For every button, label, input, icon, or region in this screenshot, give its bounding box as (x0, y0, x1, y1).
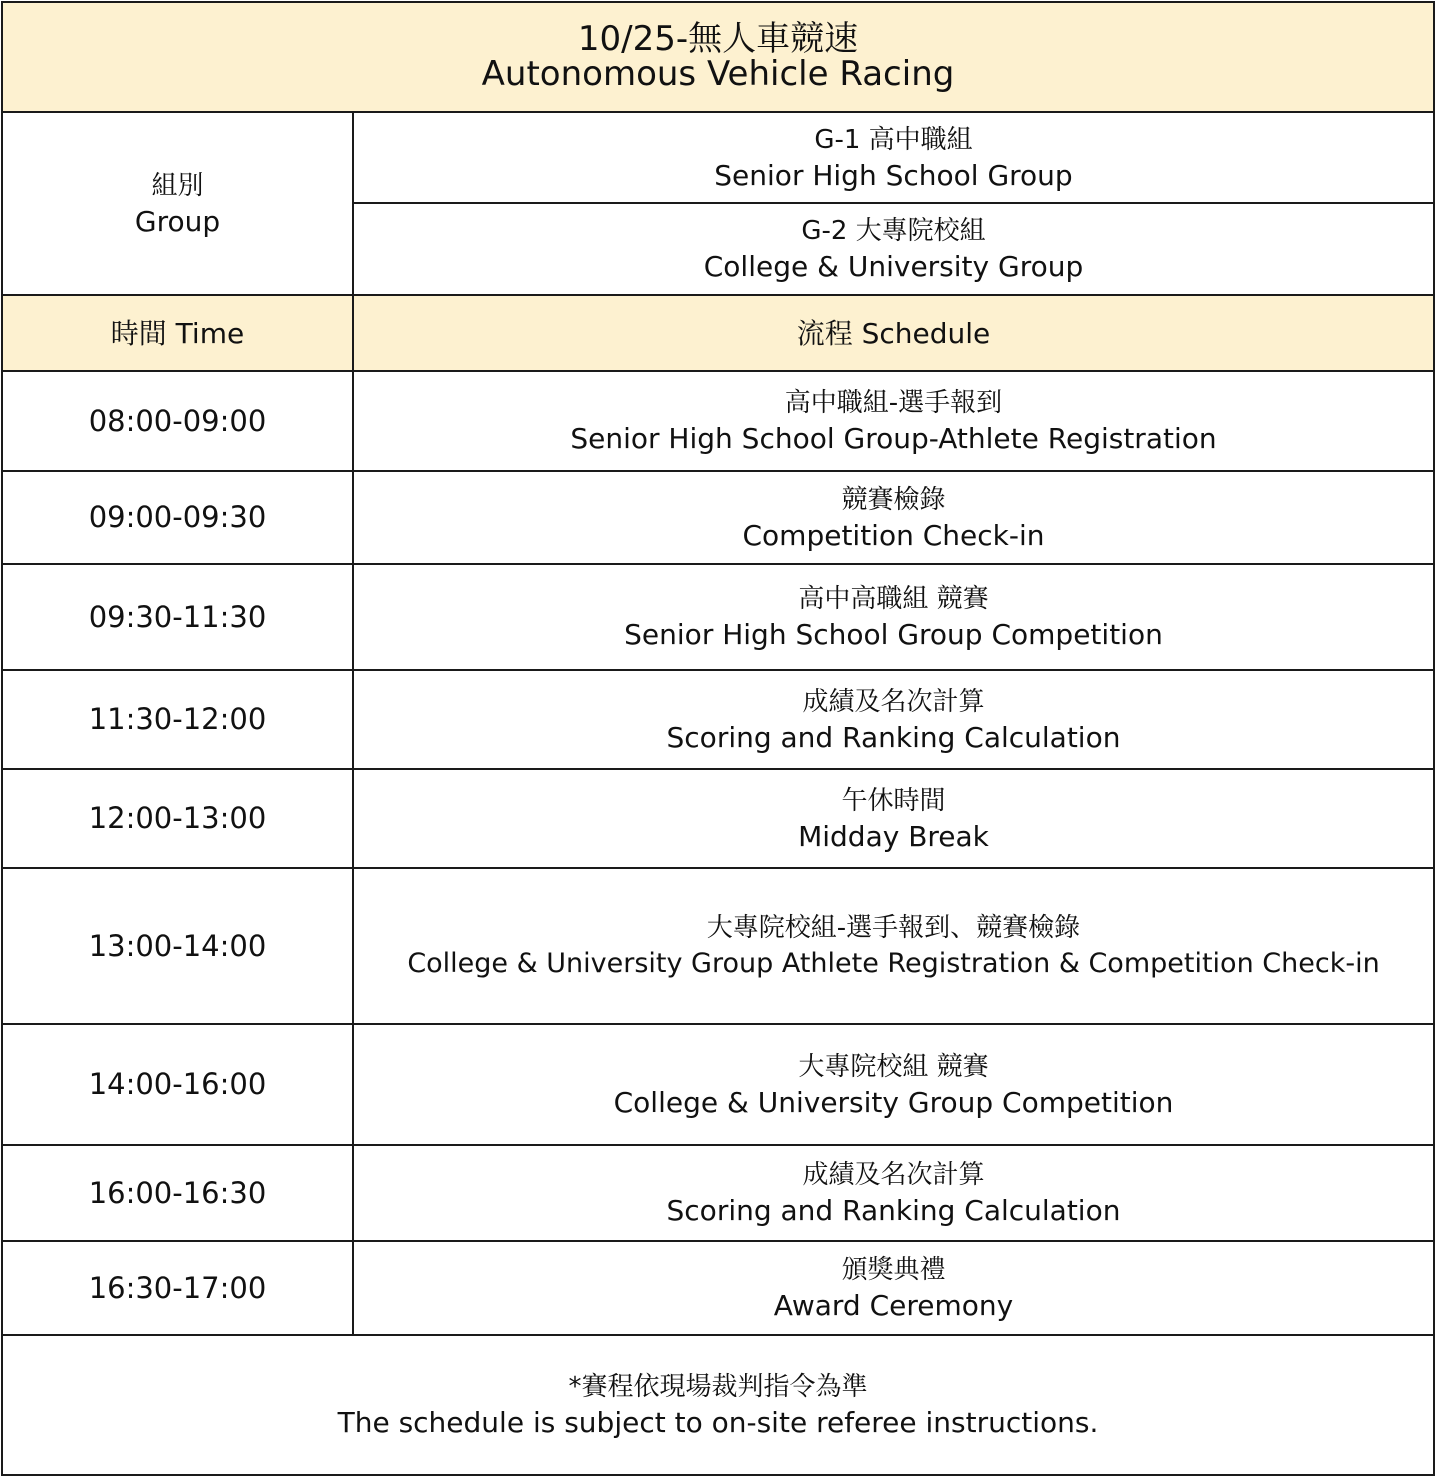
schedule-cell (353, 868, 1434, 1024)
schedule-cell (353, 1145, 1434, 1241)
header-schedule: 流程 Schedule (353, 295, 1434, 371)
group-item-zh: G-2 大專院校組 (801, 216, 986, 246)
schedule-en: Competition Check-in (742, 518, 1045, 552)
schedule-cell (353, 1024, 1434, 1145)
schedule-en: Senior High School Group-Athlete Registration (570, 422, 1217, 455)
schedule-zh: 競賽檢錄 (841, 484, 946, 515)
group-row-1 (2, 112, 1434, 203)
schedule-en: Senior High School Group Competition (624, 618, 1163, 651)
time-cell: 09:30-11:30 (2, 564, 353, 670)
header-time: 時間 Time (2, 295, 353, 371)
group-label-zh: 組別 (151, 170, 204, 201)
schedule-cell (353, 564, 1434, 670)
schedule-en: Scoring and Ranking Calculation (666, 1194, 1121, 1227)
schedule-zh: 高中職組-選手報到 (784, 388, 1003, 418)
schedule-en: Award Ceremony (773, 1289, 1014, 1322)
group-item-en: Senior High School Group (714, 158, 1073, 192)
table-row (2, 471, 1434, 564)
time-cell: 16:00-16:30 (2, 1145, 353, 1241)
group-item-zh: G-1 高中職組 (814, 124, 973, 155)
schedule-zh: 成績及名次計算 (802, 1160, 985, 1190)
schedule-en: College & University Group Athlete Registration & Competition Check-in (407, 948, 1380, 979)
schedule-en: Midday Break (798, 819, 989, 853)
time-cell: 11:30-12:00 (2, 670, 353, 769)
group-label-cell (2, 112, 353, 295)
table-row (2, 1024, 1434, 1145)
table-row (2, 1145, 1434, 1241)
time-cell: 16:30-17:00 (2, 1241, 353, 1335)
schedule-zh: 成績及名次計算 (802, 686, 985, 717)
schedule-en: College & University Group Competition (613, 1085, 1174, 1119)
note-cell (2, 1335, 1434, 1475)
schedule-cell (353, 1241, 1434, 1335)
title-cell (2, 2, 1434, 112)
schedule-table (1, 1, 1435, 1476)
table-row (2, 670, 1434, 769)
time-cell: 12:00-13:00 (2, 769, 353, 868)
table-row (2, 769, 1434, 868)
group-label-en: Group (134, 204, 221, 238)
note-row (2, 1335, 1434, 1475)
group-item-g1 (353, 112, 1434, 203)
schedule-zh: 頒獎典禮 (841, 1255, 946, 1285)
schedule-zh: 大專院校組-選手報到、競賽檢錄 (706, 913, 1081, 943)
title-row (2, 2, 1434, 112)
group-item-g2 (353, 203, 1434, 295)
schedule-cell (353, 371, 1434, 471)
note-zh: *賽程依現場裁判指令為準 (568, 1372, 868, 1402)
time-cell: 09:00-09:30 (2, 471, 353, 564)
schedule-cell (353, 670, 1434, 769)
header-row (2, 295, 1434, 371)
schedule-cell (353, 471, 1434, 564)
schedule-zh: 大專院校組 競賽 (798, 1051, 989, 1082)
table-row (2, 868, 1434, 1024)
title-en: Autonomous Vehicle Racing (481, 54, 955, 94)
table-row (2, 1241, 1434, 1335)
time-cell: 14:00-16:00 (2, 1024, 353, 1145)
schedule-zh: 午休時間 (841, 785, 946, 816)
schedule-cell (353, 769, 1434, 868)
title-zh: 10/25-無人車競速 (577, 19, 859, 59)
time-cell: 13:00-14:00 (2, 868, 353, 1024)
note-en: The schedule is subject to on-site referee instructions. (337, 1406, 1099, 1439)
schedule-en: Scoring and Ranking Calculation (666, 720, 1121, 754)
table-row (2, 371, 1434, 471)
table-row (2, 564, 1434, 670)
time-cell: 08:00-09:00 (2, 371, 353, 471)
group-item-en: College & University Group (703, 250, 1084, 283)
schedule-zh: 高中高職組 競賽 (798, 584, 989, 614)
